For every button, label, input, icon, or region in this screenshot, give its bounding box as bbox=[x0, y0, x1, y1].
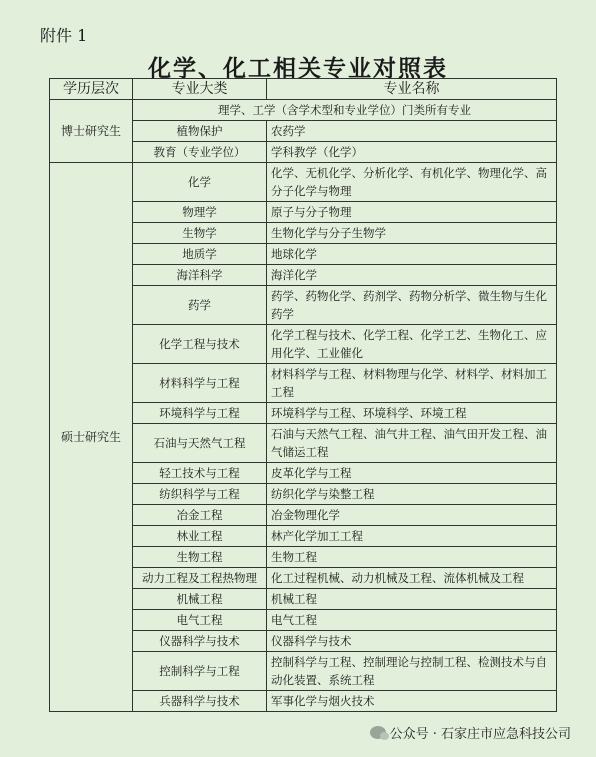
category-cell: 药学 bbox=[133, 286, 267, 325]
category-cell: 冶金工程 bbox=[133, 505, 267, 526]
table-row bbox=[50, 163, 557, 202]
category-cell: 电气工程 bbox=[133, 610, 267, 631]
category-cell: 化学 bbox=[133, 163, 267, 202]
level-doctoral: 博士研究生 bbox=[50, 100, 133, 163]
category-cell: 机械工程 bbox=[133, 589, 267, 610]
wechat-icon bbox=[370, 726, 386, 739]
category-cell: 动力工程及工程热物理 bbox=[133, 568, 267, 589]
majors-cell: 环境科学与工程、环境科学、环境工程 bbox=[267, 403, 557, 424]
category-cell: 纺织科学与工程 bbox=[133, 484, 267, 505]
majors-cell: 林产化学加工工程 bbox=[267, 526, 557, 547]
majors-cell: 石油与天然气工程、油气井工程、油气田开发工程、油气储运工程 bbox=[267, 424, 557, 463]
category-cell: 轻工技术与工程 bbox=[133, 463, 267, 484]
category-cell: 控制科学与工程 bbox=[133, 652, 267, 691]
category-cell: 材料科学与工程 bbox=[133, 364, 267, 403]
merged-all-majors: 理学、工学（含学术型和专业学位）门类所有专业 bbox=[133, 100, 557, 121]
majors-cell: 农药学 bbox=[267, 121, 557, 142]
majors-cell: 军事化学与烟火技术 bbox=[267, 691, 557, 712]
header-major-name: 专业名称 bbox=[267, 79, 557, 100]
watermark bbox=[367, 722, 574, 743]
majors-cell: 皮革化学与工程 bbox=[267, 463, 557, 484]
header-major-category: 专业大类 bbox=[133, 79, 267, 100]
watermark-text: 公众号 · 石家庄市应急科技公司 bbox=[389, 727, 571, 742]
majors-cell: 化学工程与技术、化学工程、化学工艺、生物化工、应用化学、工业催化 bbox=[267, 325, 557, 364]
majors-cell: 材料科学与工程、材料物理与化学、材料学、材料加工工程 bbox=[267, 364, 557, 403]
level-masters: 硕士研究生 bbox=[50, 163, 133, 712]
majors-cell: 海洋化学 bbox=[267, 265, 557, 286]
document-title: 化学、化工相关专业对照表 bbox=[148, 55, 448, 82]
majors-cell: 生物化学与分子生物学 bbox=[267, 223, 557, 244]
category-cell: 物理学 bbox=[133, 202, 267, 223]
majors-cell: 电气工程 bbox=[267, 610, 557, 631]
majors-cell: 生物工程 bbox=[267, 547, 557, 568]
majors-cell: 控制科学与工程、控制理论与控制工程、检测技术与自动化装置、系统工程 bbox=[267, 652, 557, 691]
category-cell: 地质学 bbox=[133, 244, 267, 265]
majors-cell: 机械工程 bbox=[267, 589, 557, 610]
category-cell: 石油与天然气工程 bbox=[133, 424, 267, 463]
majors-cell: 原子与分子物理 bbox=[267, 202, 557, 223]
category-cell: 海洋科学 bbox=[133, 265, 267, 286]
majors-cell: 学科教学（化学） bbox=[267, 142, 557, 163]
category-cell: 植物保护 bbox=[133, 121, 267, 142]
majors-cell: 纺织化学与染整工程 bbox=[267, 484, 557, 505]
category-cell: 兵器科学与技术 bbox=[133, 691, 267, 712]
majors-cell: 仪器科学与技术 bbox=[267, 631, 557, 652]
category-cell: 化学工程与技术 bbox=[133, 325, 267, 364]
majors-cell: 地球化学 bbox=[267, 244, 557, 265]
category-cell: 教育（专业学位） bbox=[133, 142, 267, 163]
attachment-label: 附件 1 bbox=[40, 26, 88, 45]
category-cell: 生物工程 bbox=[133, 547, 267, 568]
category-cell: 生物学 bbox=[133, 223, 267, 244]
majors-cell: 药学、药物化学、药剂学、药物分析学、微生物与生化药学 bbox=[267, 286, 557, 325]
majors-cell: 化工过程机械、动力机械及工程、流体机械及工程 bbox=[267, 568, 557, 589]
category-cell: 林业工程 bbox=[133, 526, 267, 547]
table-header-row bbox=[50, 79, 557, 100]
majors-cell: 冶金物理化学 bbox=[267, 505, 557, 526]
header-education-level: 学历层次 bbox=[50, 79, 133, 100]
majors-cell: 化学、无机化学、分析化学、有机化学、物理化学、高分子化学与物理 bbox=[267, 163, 557, 202]
major-comparison-table bbox=[49, 78, 557, 712]
table-row bbox=[50, 100, 557, 121]
category-cell: 环境科学与工程 bbox=[133, 403, 267, 424]
category-cell: 仪器科学与技术 bbox=[133, 631, 267, 652]
